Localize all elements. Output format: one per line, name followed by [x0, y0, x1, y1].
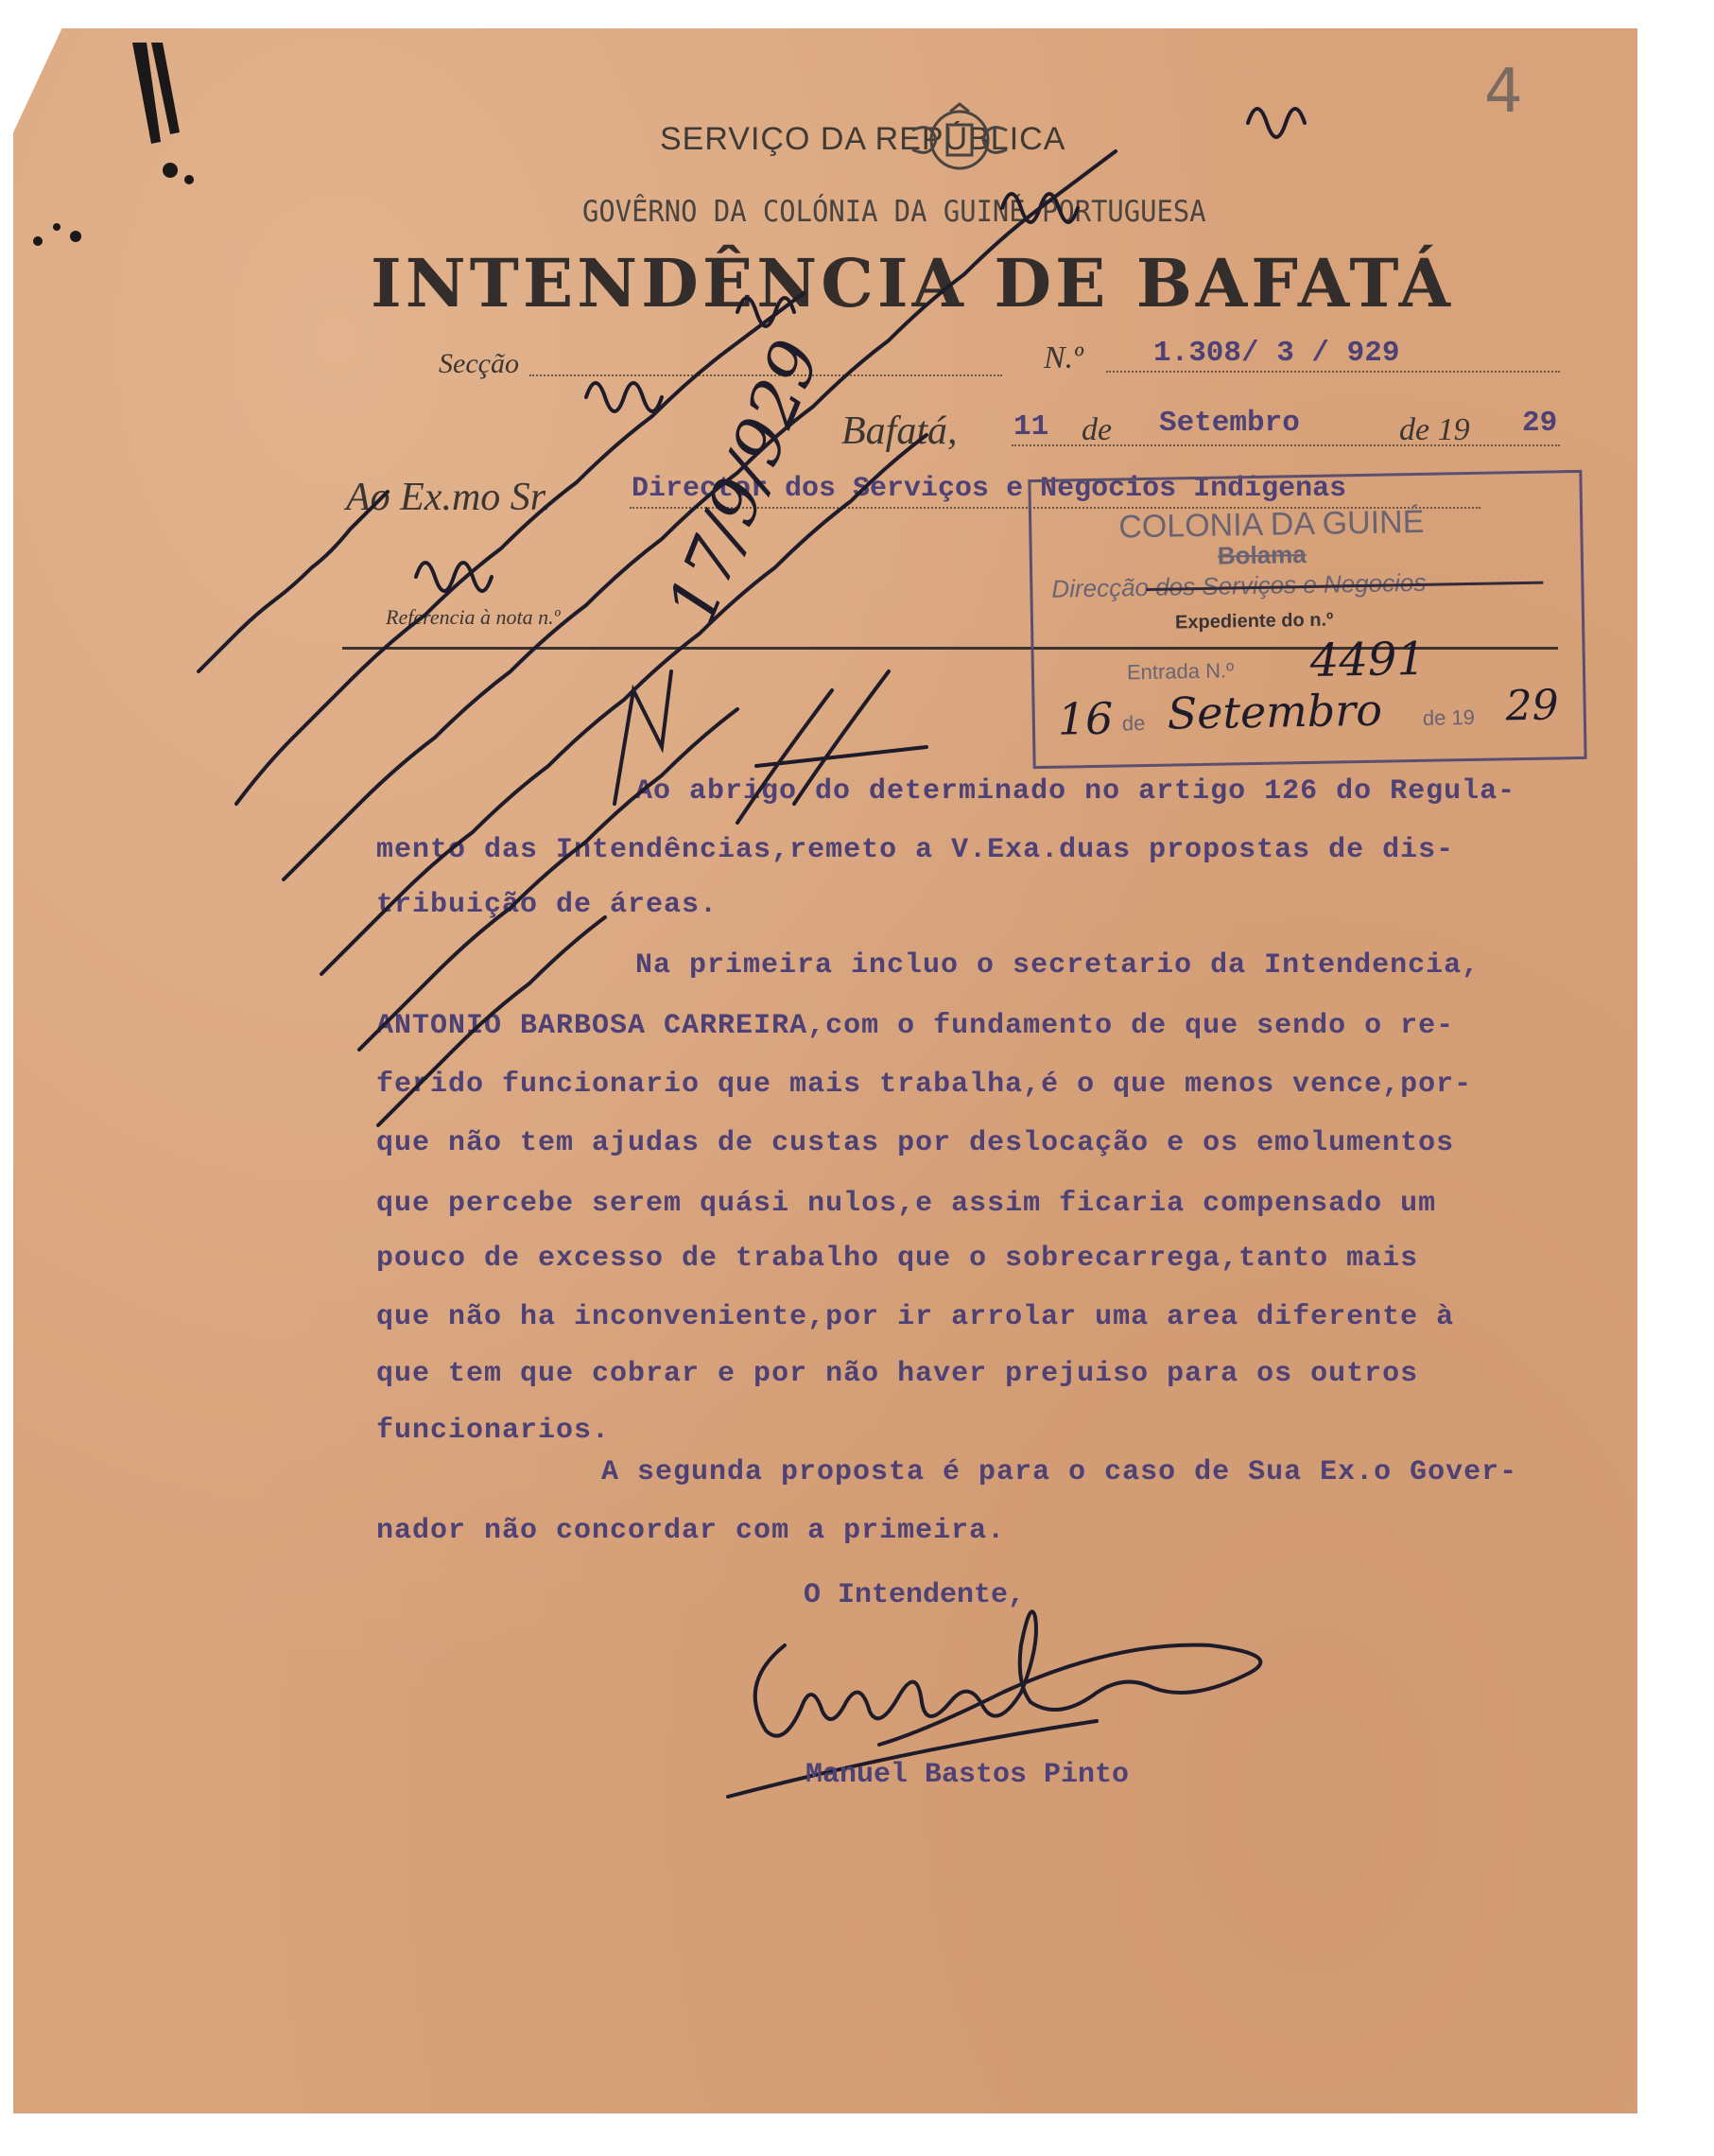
date-month: Setembro — [1159, 407, 1300, 440]
stamp-direction: Direcção dos Serviços e Negocios — [1051, 567, 1427, 603]
stamp-date-year: 29 — [1505, 681, 1560, 731]
stamp-entrada-label: Entrada N.º — [1126, 658, 1235, 685]
header-government: GOVÊRNO DA COLÓNIA DA GUINÉ PORTUGUESA — [582, 195, 1206, 229]
pencil-mark: 4 — [1484, 57, 1523, 127]
body-line-1: Ao abrigo do determinado no artigo 126 do Regula- — [635, 775, 1516, 808]
stamp-colony: COLONIA DA GUINÉ — [1117, 503, 1425, 546]
reference-label: Referencia à nota n.º — [386, 605, 561, 629]
stamp-date-de2: de 19 — [1422, 704, 1476, 730]
stamp-date-day: 16 — [1057, 692, 1114, 745]
date-day: 11 — [1013, 410, 1049, 443]
date-de1: de — [1082, 412, 1113, 447]
body-line-9: pouco de excesso de trabalho que o sobrecarrega,tanto mais — [376, 1243, 1419, 1275]
date-de2: de 19 — [1399, 412, 1470, 447]
number-value: 1.308/ 3 / 929 — [1153, 337, 1400, 370]
section-label: Secção — [439, 348, 519, 379]
handwritten-marginal-note — [132, 85, 1418, 1144]
body-line-6: ferido funcionario que mais trabalha,é o que menos vence,por- — [376, 1069, 1473, 1101]
body-line-5: ANTONIO BARBOSA CARREIRA,com o fundamento de que sendo o re- — [376, 1010, 1455, 1042]
body-line-4: Na primeira incluo o secretario da Intendencia, — [635, 949, 1480, 982]
number-label: N.º — [1044, 340, 1083, 375]
body-line-12: funcionarios. — [376, 1415, 611, 1447]
header-title: INTENDÊNCIA DE BAFATÁ — [371, 244, 1454, 322]
date-year: 29 — [1522, 407, 1558, 440]
body-line-11: que tem que cobrar e por não haver prejuiso para os outros — [376, 1358, 1419, 1390]
body-line-8: que percebe serem quási nulos,e assim ficaria compensado um — [376, 1188, 1437, 1220]
signer-name: Manuel Bastos Pinto — [805, 1759, 1130, 1791]
stamp-date-de: de — [1121, 711, 1146, 736]
stamp-entrada-value: 4491 — [1309, 632, 1427, 687]
body-line-3: tribuição de áreas. — [376, 889, 718, 921]
place-label: Bafatá, — [841, 409, 958, 453]
body-line-2: mento das Intendências,remeto a V.Exa.duas propostas de dis- — [376, 834, 1455, 866]
body-line-7: que não tem ajudas de custas por deslocação e os emolumentos — [376, 1127, 1455, 1159]
stamp-expediente-label: Expediente do n.º — [1174, 609, 1334, 634]
body-line-10: que não ha inconveniente,por ir arrolar uma area diferente à — [376, 1301, 1455, 1333]
body-line-13: A segunda proposta é para o caso de Sua Ex.o Gover- — [601, 1456, 1518, 1488]
closing: O Intendente, — [804, 1579, 1026, 1611]
salutation: Ao Ex.mo Sr. — [346, 476, 551, 519]
body-line-14: nador não concordar com a primeira. — [376, 1515, 1006, 1547]
handwritten-date: 17/9/929 — [652, 329, 836, 635]
header-service: SERVIÇO DA REPÚBLICA — [660, 121, 1066, 157]
ink-blots — [19, 38, 227, 246]
addressee-name: Director dos Serviços e Negocios Indigenas — [632, 473, 1347, 505]
stamp-city: Bolama — [1217, 540, 1307, 570]
stamp-date-month: Setembro — [1167, 684, 1383, 739]
